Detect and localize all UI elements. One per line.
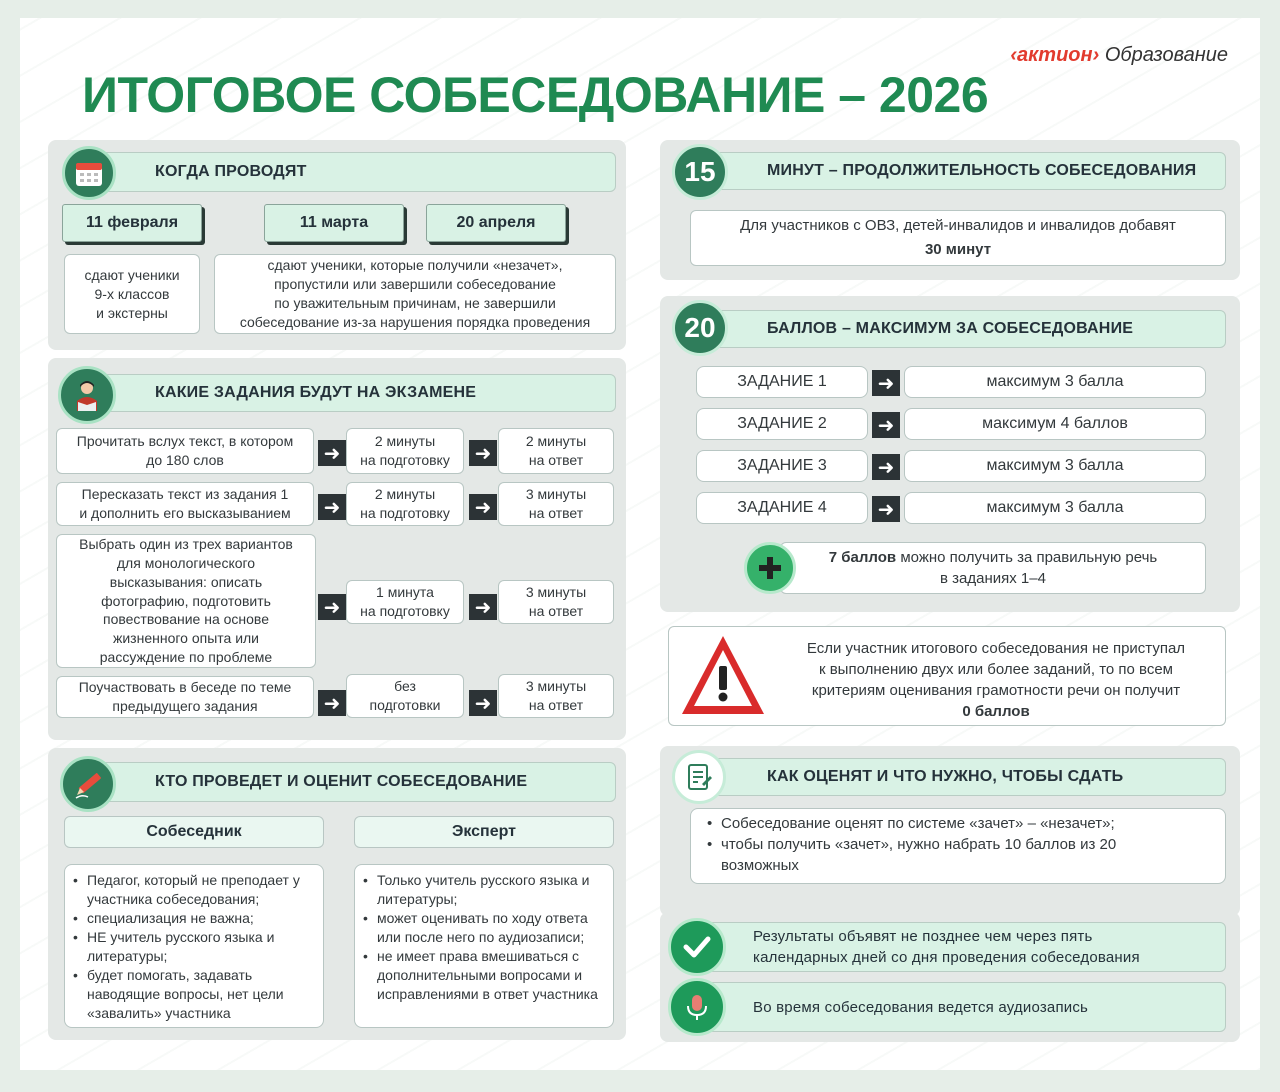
results-note: Результаты объявят не позднее чем через пять календарных дней со дня проведения собеседования [700, 922, 1226, 972]
date-second: 11 марта [264, 204, 404, 242]
interviewer-title: Собеседник [64, 816, 324, 848]
arrow-icon: ➜ [469, 440, 497, 466]
score-task-3: ЗАДАНИЕ 3 [696, 450, 868, 482]
task4-answer: 3 минуты на ответ [498, 674, 614, 718]
list-item: • Педагог, который не преподает у участника собеседования; [73, 871, 315, 909]
list-item: • специализация не важна; [73, 909, 315, 928]
score-task-2: ЗАДАНИЕ 2 [696, 408, 868, 440]
grading-list [690, 808, 1226, 884]
list-item: • не имеет права вмешиваться с дополнительными вопросами и исправлениями в ответ участника [363, 947, 607, 1004]
page-title: ИТОГОВОЕ СОБЕСЕДОВАНИЕ – 2026 [82, 67, 989, 123]
reader-icon [58, 366, 116, 424]
plus-icon [744, 542, 796, 594]
retake-session-desc: сдают ученики, которые получили «незачет», пропустили или завершили собеседование по уважительным причинам, не завершили собеседование из-за нарушения порядка проведения [214, 254, 616, 334]
bonus-note: 7 баллов можно получить за правильную речь в заданиях 1–4 [780, 542, 1206, 594]
document-icon [672, 750, 726, 804]
pencil-icon [60, 756, 116, 812]
task2-answer: 3 минуты на ответ [498, 482, 614, 526]
warning-text: Если участник итогового собеседования не приступал к выполнению двух или более заданий, то по всем критериям оценивания грамотности речи он получит 0 баллов [806, 640, 1186, 720]
arrow-icon: ➜ [469, 594, 497, 620]
task1-prep: 2 минуты на подготовку [346, 428, 464, 474]
arrow-icon: ➜ [872, 496, 900, 522]
score-task-1: ЗАДАНИЕ 1 [696, 366, 868, 398]
arrow-icon: ➜ [318, 440, 346, 466]
duration-heading: МИНУТ – ПРОДОЛЖИТЕЛЬНОСТЬ СОБЕСЕДОВАНИЯ [700, 152, 1226, 190]
task4-prep: без подготовки [346, 674, 464, 718]
interviewer-list [64, 864, 324, 1028]
when-heading: КОГДА ПРОВОДЯТ [88, 152, 616, 192]
task2-desc: Пересказать текст из задания 1 и дополнить его высказыванием [56, 482, 314, 526]
expert-title: Эксперт [354, 816, 614, 848]
scores-heading: БАЛЛОВ – МАКСИМУМ ЗА СОБЕСЕДОВАНИЕ [700, 310, 1226, 348]
task1-answer: 2 минуты на ответ [498, 428, 614, 474]
score-max-4: максимум 3 балла [904, 492, 1206, 524]
task1-desc: Прочитать вслух текст, в котором до 180 слов [56, 428, 314, 474]
microphone-icon [668, 978, 726, 1036]
first-session-desc: сдают ученики 9-х классов и экстерны [64, 254, 200, 334]
arrow-icon: ➜ [318, 690, 346, 716]
arrow-icon: ➜ [469, 494, 497, 520]
duration-number: 15 [672, 144, 728, 200]
audio-note: Во время собеседования ведется аудиозапись [700, 982, 1226, 1032]
warning-icon [678, 630, 768, 720]
task3-answer: 3 минуты на ответ [498, 580, 614, 624]
score-max-1: максимум 3 балла [904, 366, 1206, 398]
list-item: • может оценивать по ходу ответа или после него по аудиозаписи; [363, 909, 607, 947]
task3-prep: 1 минута на подготовку [346, 580, 464, 624]
tasks-heading: КАКИЕ ЗАДАНИЯ БУДУТ НА ЭКЗАМЕНЕ [88, 374, 616, 412]
arrow-icon: ➜ [872, 412, 900, 438]
who-heading: КТО ПРОВЕДЕТ И ОЦЕНИТ СОБЕСЕДОВАНИЕ [88, 762, 616, 802]
date-first: 11 февраля [62, 204, 202, 242]
arrow-icon: ➜ [318, 594, 346, 620]
expert-list [354, 864, 614, 1028]
infographic-page [20, 18, 1260, 1070]
task2-prep: 2 минуты на подготовку [346, 482, 464, 526]
score-max-2: максимум 4 баллов [904, 408, 1206, 440]
scores-number: 20 [672, 300, 728, 356]
calendar-icon [62, 146, 116, 200]
duration-note: Для участников с ОВЗ, детей-инвалидов и инвалидов добавят 30 минут [690, 210, 1226, 266]
list-item: • НЕ учитель русского языка и литературы; [73, 928, 315, 966]
check-icon [668, 918, 726, 976]
list-item: • будет помогать, задавать наводящие вопросы, нет цели «завалить» участника [73, 966, 315, 1023]
score-max-3: максимум 3 балла [904, 450, 1206, 482]
score-task-4: ЗАДАНИЕ 4 [696, 492, 868, 524]
grading-heading: КАК ОЦЕНЯТ И ЧТО НУЖНО, ЧТОБЫ СДАТЬ [700, 758, 1226, 796]
list-item: • Только учитель русского языка и литературы; [363, 871, 607, 909]
list-item: • чтобы получить «зачет», нужно набрать 10 баллов из 20 возможных [707, 834, 1215, 876]
arrow-icon: ➜ [318, 494, 346, 520]
list-item: • Собеседование оценят по системе «зачет» – «незачет»; [707, 813, 1215, 834]
arrow-icon: ➜ [469, 690, 497, 716]
date-third: 20 апреля [426, 204, 566, 242]
arrow-icon: ➜ [872, 454, 900, 480]
arrow-icon: ➜ [872, 370, 900, 396]
task4-desc: Поучаствовать в беседе по теме предыдущего задания [56, 676, 314, 718]
task3-desc: Выбрать один из трех вариантов для монологического высказывания: описать фотографию, подготовить повествование на основе жизненного опыта или рассуждение по проблеме [56, 534, 316, 668]
brand-logo: ‹актион› Образование [1010, 44, 1228, 66]
